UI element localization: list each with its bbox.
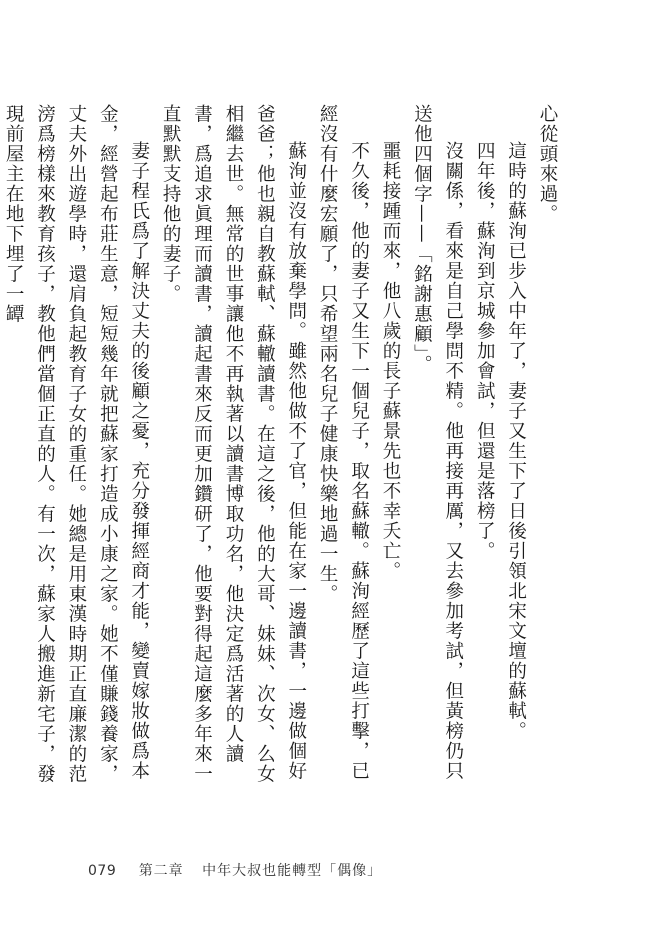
vertical-text-block: [3, 104, 563, 784]
paragraph-4: 沒關係，看來是自己學問不精。他再接再厲，又去參加考試，但黃榜仍只送他四個字——「銘謝惠顧」。: [411, 104, 464, 781]
paragraph-3: 四年後，蘇洵到京城參加會試，但還是落榜了。: [474, 141, 496, 561]
page-number: 079: [88, 863, 117, 879]
paragraph-1: 心從頭來過。: [537, 104, 558, 224]
paragraph-8: 妻子程氏爲了解決丈夫的後顧之憂，充分發揮經商才能，變賣嫁妝做爲本金，經營起布莊生意，短短幾年就把蘇家打造成小康之家。她不僅賺錢養家，丈夫外出遊學時，還肩負起教育子女的重任。她總是用東漢時期正直廉潔的范滂爲榜樣來教育孩子，教他們當個正直的人。有一次，蘇家人搬進新宅子，發現前屋主在地下埋了一罈: [3, 104, 150, 784]
paragraph-6: 不久後，他的妻子又生下一個兒子，取名蘇轍。蘇洵經歷了這些打擊，已經沒有什麼宏願了，只希望兩名兒子健康快樂地過一生。: [317, 104, 370, 781]
paragraph-2: 這時的蘇洵已步入中年了，妻子又生下了日後引領北宋文壇的蘇軾。: [505, 141, 527, 741]
page-footer: [88, 860, 382, 880]
chapter-label: 第二章: [138, 863, 184, 879]
chapter-title: 中年大叔也能轉型「偶像」: [202, 863, 383, 879]
paragraph-5: 噩耗接踵而來，他八歲的長子蘇景先也不幸夭亡。: [379, 141, 401, 581]
paragraph-7: 蘇洵並沒有放棄學問。雖然他做不了官，但能在家一邊讀書，一邊做個好爸爸；他也親自教蘇軾、蘇轍讀書。在這之後，他的大哥、妹妹、次女、么女相繼去世。無常的世事讓他不再執著以讀書博取功名，他決定爲活著的人讀書，爲追求眞理而讀書，讀起書來反而更加鑽研了，他要對得起這麼多年來一直默默支持他的妻子。: [160, 104, 307, 784]
